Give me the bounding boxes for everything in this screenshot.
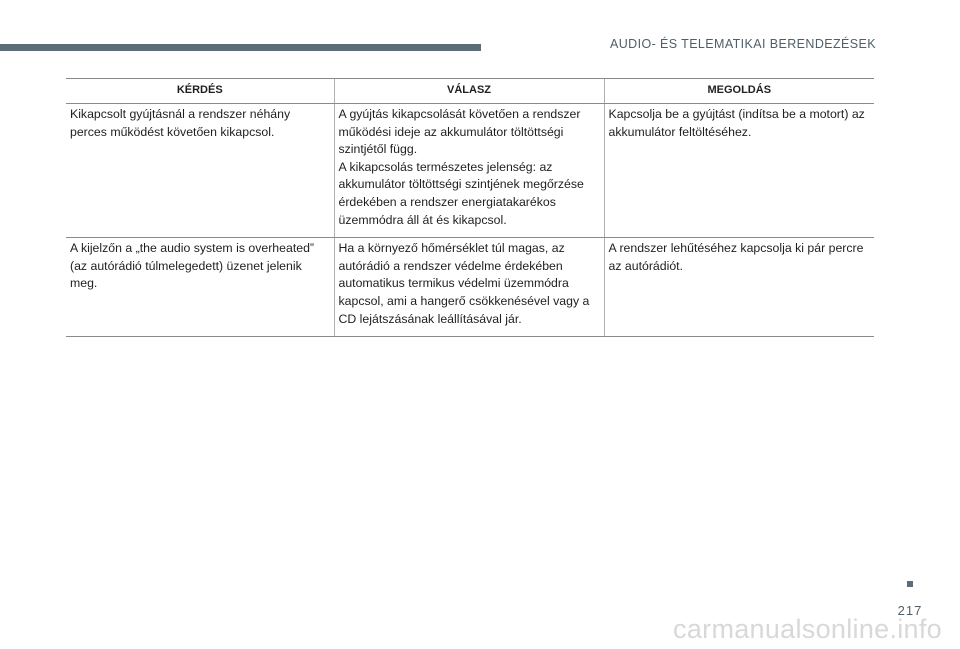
question-cell: Kikapcsolt gyújtásnál a rendszer néhány perces működést követően kikapcsol.: [66, 104, 334, 238]
column-header-question: KÉRDÉS: [66, 79, 334, 104]
section-title: AUDIO- ÉS TELEMATIKAI BERENDEZÉSEK: [610, 37, 876, 51]
column-header-answer: VÁLASZ: [334, 79, 604, 104]
table-row: [66, 238, 874, 337]
watermark: carmanualsonline.info: [673, 614, 942, 644]
column-header-solution: MEGOLDÁS: [604, 79, 874, 104]
table-row: [66, 104, 874, 238]
answer-cell: Ha a környező hőmérséklet túl magas, az autórádió a rendszer védelme érdekében automatikus termikus védelmi üzemmódra kapcsol, ami a hangerő csökkenésével vagy a CD lejátszásának leállításával jár.: [334, 238, 604, 337]
answer-cell: A gyújtás kikapcsolását követően a rendszer működési ideje az akkumulátor töltöttségi szintjétől függ. A kikapcsolás természetes jelenség: az akkumulátor töltöttségi szintjének megőrzése érdekében a rendszer energiatakarékos üzemmódra áll át és kikapcsol.: [334, 104, 604, 238]
solution-cell: Kapcsolja be a gyújtást (indítsa be a motort) az akkumulátor feltöltéséhez.: [604, 104, 874, 238]
table-header-row: [66, 79, 874, 104]
troubleshooting-table: [66, 78, 874, 337]
question-cell: A kijelzőn a „the audio system is overheated” (az autórádió túlmelegedett) üzenet jelenik meg.: [66, 238, 334, 337]
page-marker-square: [907, 581, 913, 587]
page-number: 217: [897, 603, 923, 618]
header-accent-bar: [0, 44, 481, 51]
solution-cell: A rendszer lehűtéséhez kapcsolja ki pár percre az autórádiót.: [604, 238, 874, 337]
